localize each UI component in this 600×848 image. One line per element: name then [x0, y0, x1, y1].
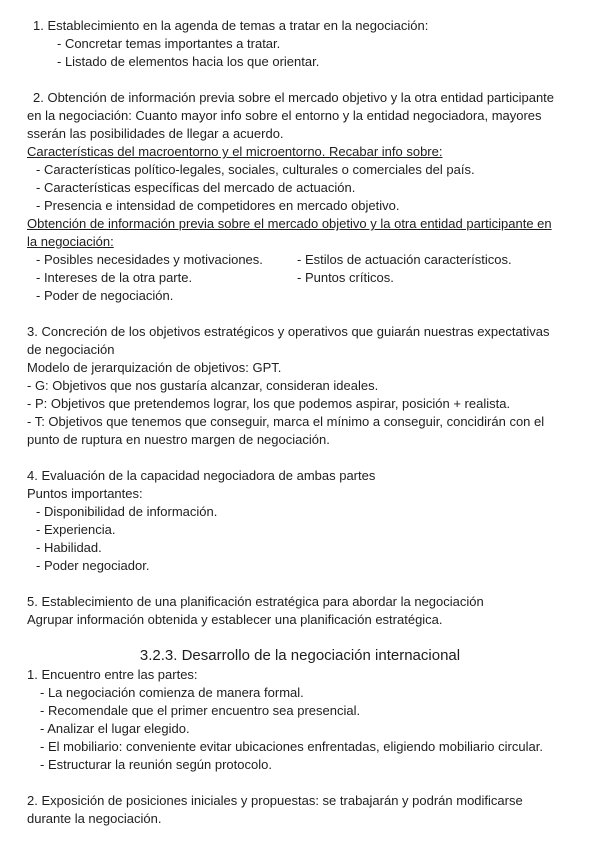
section-5-text: Agrupar información obtenida y establecer una planificación estratégica.: [27, 612, 443, 627]
section-5-title: 5. Establecimiento de una planificación estratégica para abordar la negociación: [27, 594, 484, 609]
list-item: - Concretar temas importantes a tratar.: [57, 36, 281, 51]
list-item: - Experiencia.: [36, 522, 116, 537]
list-item: - Listado de elementos hacia los que orientar.: [57, 54, 320, 69]
list-item: - Estilos de actuación característicos.: [297, 252, 512, 267]
list-item: - Analizar el lugar elegido.: [40, 721, 190, 736]
list-item: - Poder negociador.: [36, 558, 150, 573]
list-item: - Características específicas del mercado de actuación.: [36, 180, 356, 195]
list-item: - Poder de negociación.: [36, 288, 174, 303]
list-item: - Puntos críticos.: [297, 270, 394, 285]
subsection-1-title: 1. Encuentro entre las partes:: [27, 667, 198, 682]
section-2-title-cont: sserán las posibilidades de llegar a acuerdo.: [27, 126, 284, 141]
section-3-title: 3. Concreción de los objetivos estratégicos y operativos que guiarán nuestras expectativas: [27, 324, 550, 339]
list-item: - La negociación comienza de manera formal.: [40, 685, 304, 700]
section-heading: 3.2.3. Desarrollo de la negociación internacional: [139, 647, 461, 664]
subsection-2-title: 2. Exposición de posiciones iniciales y propuestas: se trabajarán y podrán modificarse: [27, 793, 523, 808]
list-item: - Disponibilidad de información.: [36, 504, 218, 519]
list-item: - Presencia e intensidad de competidores en mercado objetivo.: [36, 198, 400, 213]
list-item: - P: Objetivos que pretendemos lograr, los que podemos aspirar, posición + realista.: [27, 396, 511, 411]
section-4-sub: Puntos importantes:: [27, 486, 143, 501]
gpt-model: Modelo de jerarquización de objetivos: GPT.: [27, 360, 282, 375]
list-item: - Habilidad.: [36, 540, 102, 555]
list-item: - T: Objetivos que tenemos que conseguir, marca el mínimo a conseguir, concidirán con el: [27, 414, 545, 429]
list-item: - Recomendale que el primer encuentro sea presencial.: [40, 703, 361, 718]
list-item: - El mobiliario: conveniente evitar ubicaciones enfrentadas, eligiendo mobiliario circular.: [40, 739, 543, 754]
macro-heading: Características del macroentorno y el microentorno. Recabar info sobre:: [27, 144, 443, 159]
list-item-cont: punto de ruptura en nuestro margen de negociación.: [27, 432, 330, 447]
section-4-title: 4. Evaluación de la capacidad negociadora de ambas partes: [27, 468, 376, 483]
info-heading-cont: la negociación:: [27, 234, 114, 249]
list-item: - Características político-legales, sociales, culturales o comerciales del país.: [36, 162, 475, 177]
section-3-title-cont: de negociación: [27, 342, 115, 357]
list-item: - Intereses de la otra parte.: [36, 270, 193, 285]
section-2-title: 2. Obtención de información previa sobre el mercado objetivo y la otra entidad participante: [33, 90, 555, 105]
list-item: - Posibles necesidades y motivaciones.: [36, 252, 263, 267]
info-heading: Obtención de información previa sobre el mercado objetivo y la otra entidad participante en: [27, 216, 552, 231]
section-2-title-cont: en la negociación: Cuanto mayor info sobre el entorno y la entidad negociadora, mayores: [27, 108, 542, 123]
list-item: - G: Objetivos que nos gustaría alcanzar, consideran ideales.: [27, 378, 379, 393]
subsection-2-title-cont: durante la negociación.: [27, 811, 162, 826]
list-item: - Estructurar la reunión según protocolo.: [40, 757, 272, 772]
section-1-title: 1. Establecimiento en la agenda de temas a tratar en la negociación:: [33, 18, 429, 33]
